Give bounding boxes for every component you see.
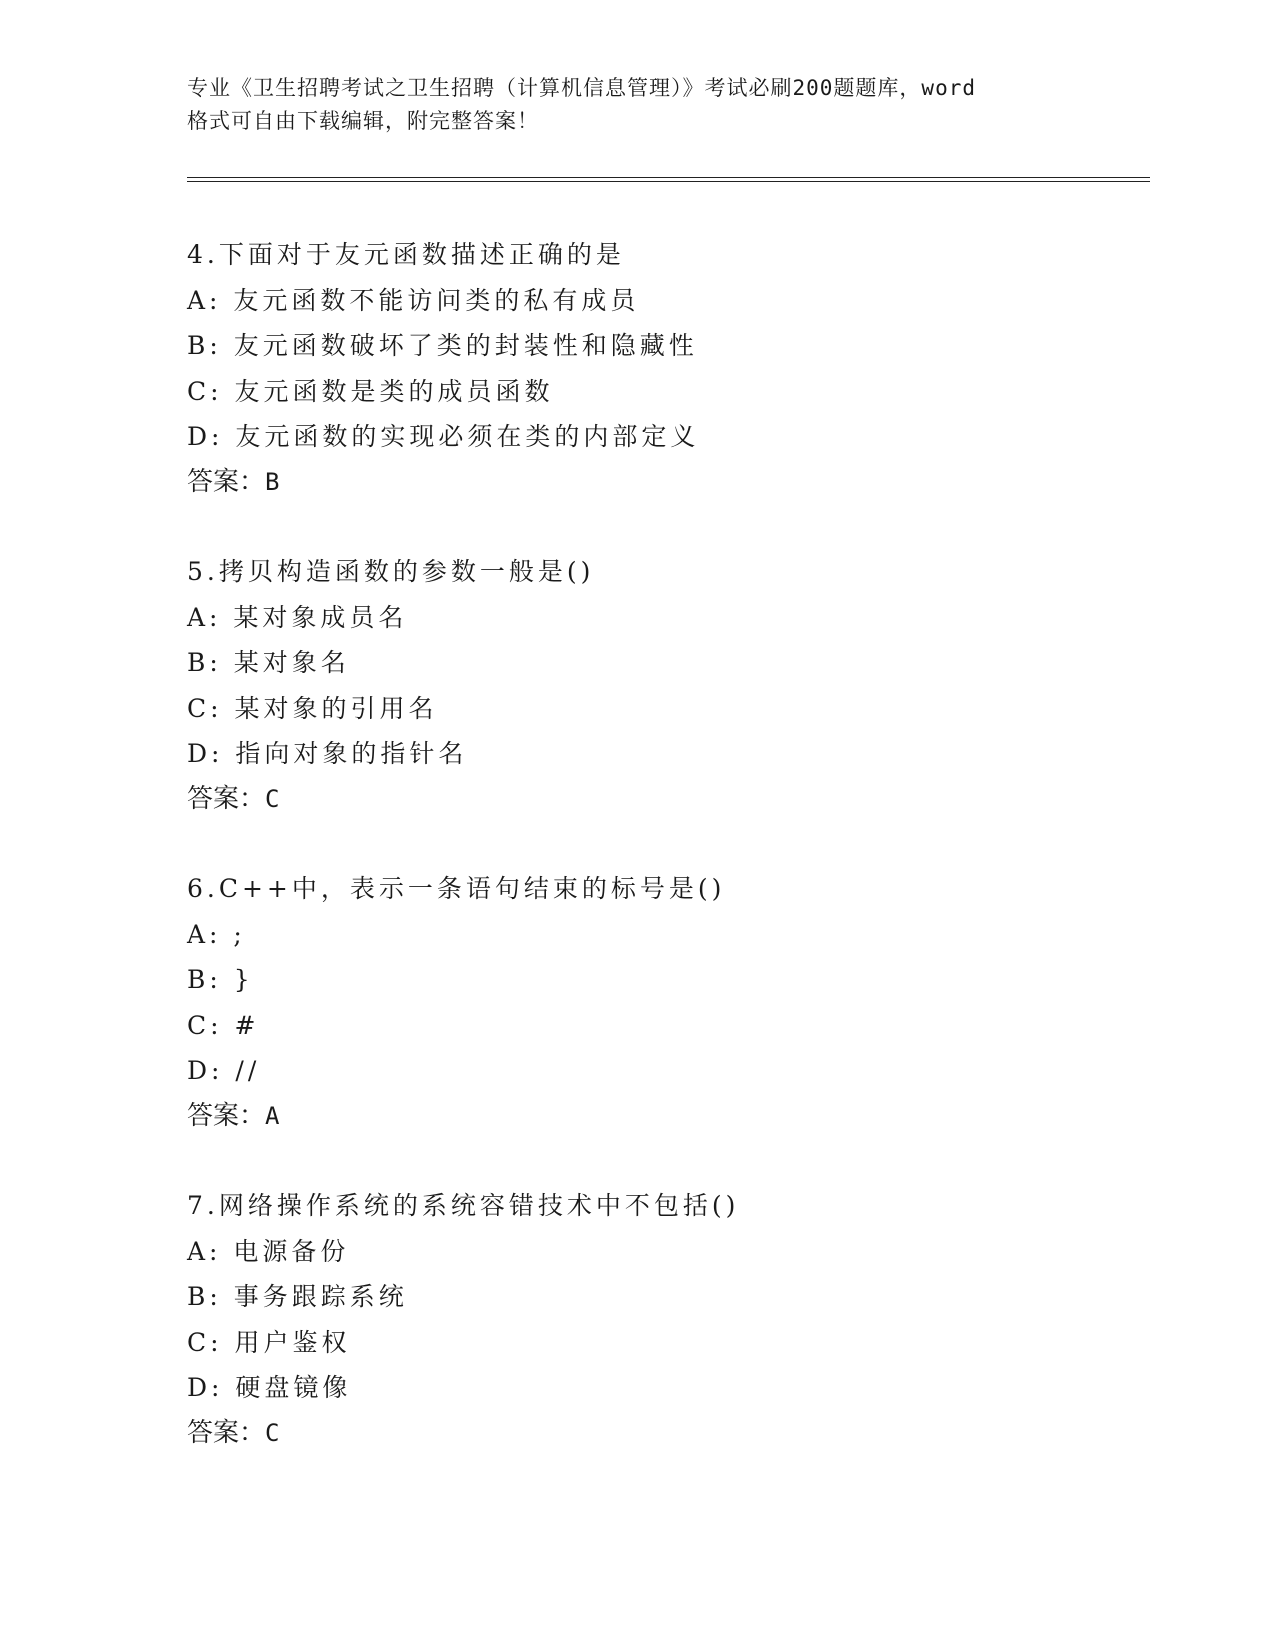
option-a: A: ; <box>187 919 246 949</box>
option-b: B: 事务跟踪系统 <box>187 1282 408 1311</box>
option-c: C: 友元函数是类的成员函数 <box>187 376 554 406</box>
header-divider-top <box>187 177 1150 178</box>
answer-row <box>187 460 1147 506</box>
answer-row <box>187 1411 1147 1457</box>
answer-key: A <box>265 1101 280 1130</box>
question-stem: 4.下面对于友元函数描述正确的是 <box>187 240 625 269</box>
option-b: B: 友元函数破坏了类的封装性和隐藏性 <box>187 331 698 360</box>
answer-label: 答案： <box>187 1100 266 1131</box>
question-stem: 6.C++中，表示一条语句结束的标号是() <box>187 874 726 903</box>
option-d: D: 指向对象的指针名 <box>187 739 468 768</box>
option-d: D: 硬盘镜像 <box>187 1373 352 1402</box>
answer-key: C <box>265 1418 280 1447</box>
option-b: B: } <box>187 965 254 994</box>
option-d: D: 友元函数的实现必须在类的内部定义 <box>187 422 700 451</box>
header-divider-bottom <box>187 181 1150 182</box>
answer-label: 答案： <box>187 1417 266 1448</box>
question-6 <box>187 866 1147 1139</box>
document-header <box>187 72 1087 138</box>
option-c: C: # <box>187 1010 260 1040</box>
option-a: A: 某对象成员名 <box>187 602 408 632</box>
question-stem: 7.网络操作系统的系统容错技术中不包括() <box>187 1191 740 1220</box>
option-b: B: 某对象名 <box>187 648 350 677</box>
question-stem: 5.拷贝构造函数的参数一般是() <box>187 557 595 586</box>
option-a: A: 友元函数不能访问类的私有成员 <box>187 285 640 315</box>
header-title-line-1: 专业《卫生招聘考试之卫生招聘（计算机信息管理）》考试必刷200题题库，word <box>187 76 976 100</box>
header-title-line-2: 格式可自由下载编辑，附完整答案！ <box>187 109 539 133</box>
answer-key: C <box>265 784 280 813</box>
question-list <box>187 232 1147 1500</box>
option-c: C: 用户鉴权 <box>187 1327 351 1357</box>
option-a: A: 电源备份 <box>187 1236 350 1266</box>
answer-label: 答案： <box>187 466 266 497</box>
answer-row <box>187 1094 1147 1140</box>
option-d: D: // <box>187 1056 261 1085</box>
answer-key: B <box>265 467 280 496</box>
question-4 <box>187 232 1147 505</box>
option-c: C: 某对象的引用名 <box>187 693 438 723</box>
question-5 <box>187 549 1147 822</box>
answer-label: 答案： <box>187 783 266 814</box>
answer-row <box>187 777 1147 823</box>
question-7 <box>187 1183 1147 1456</box>
